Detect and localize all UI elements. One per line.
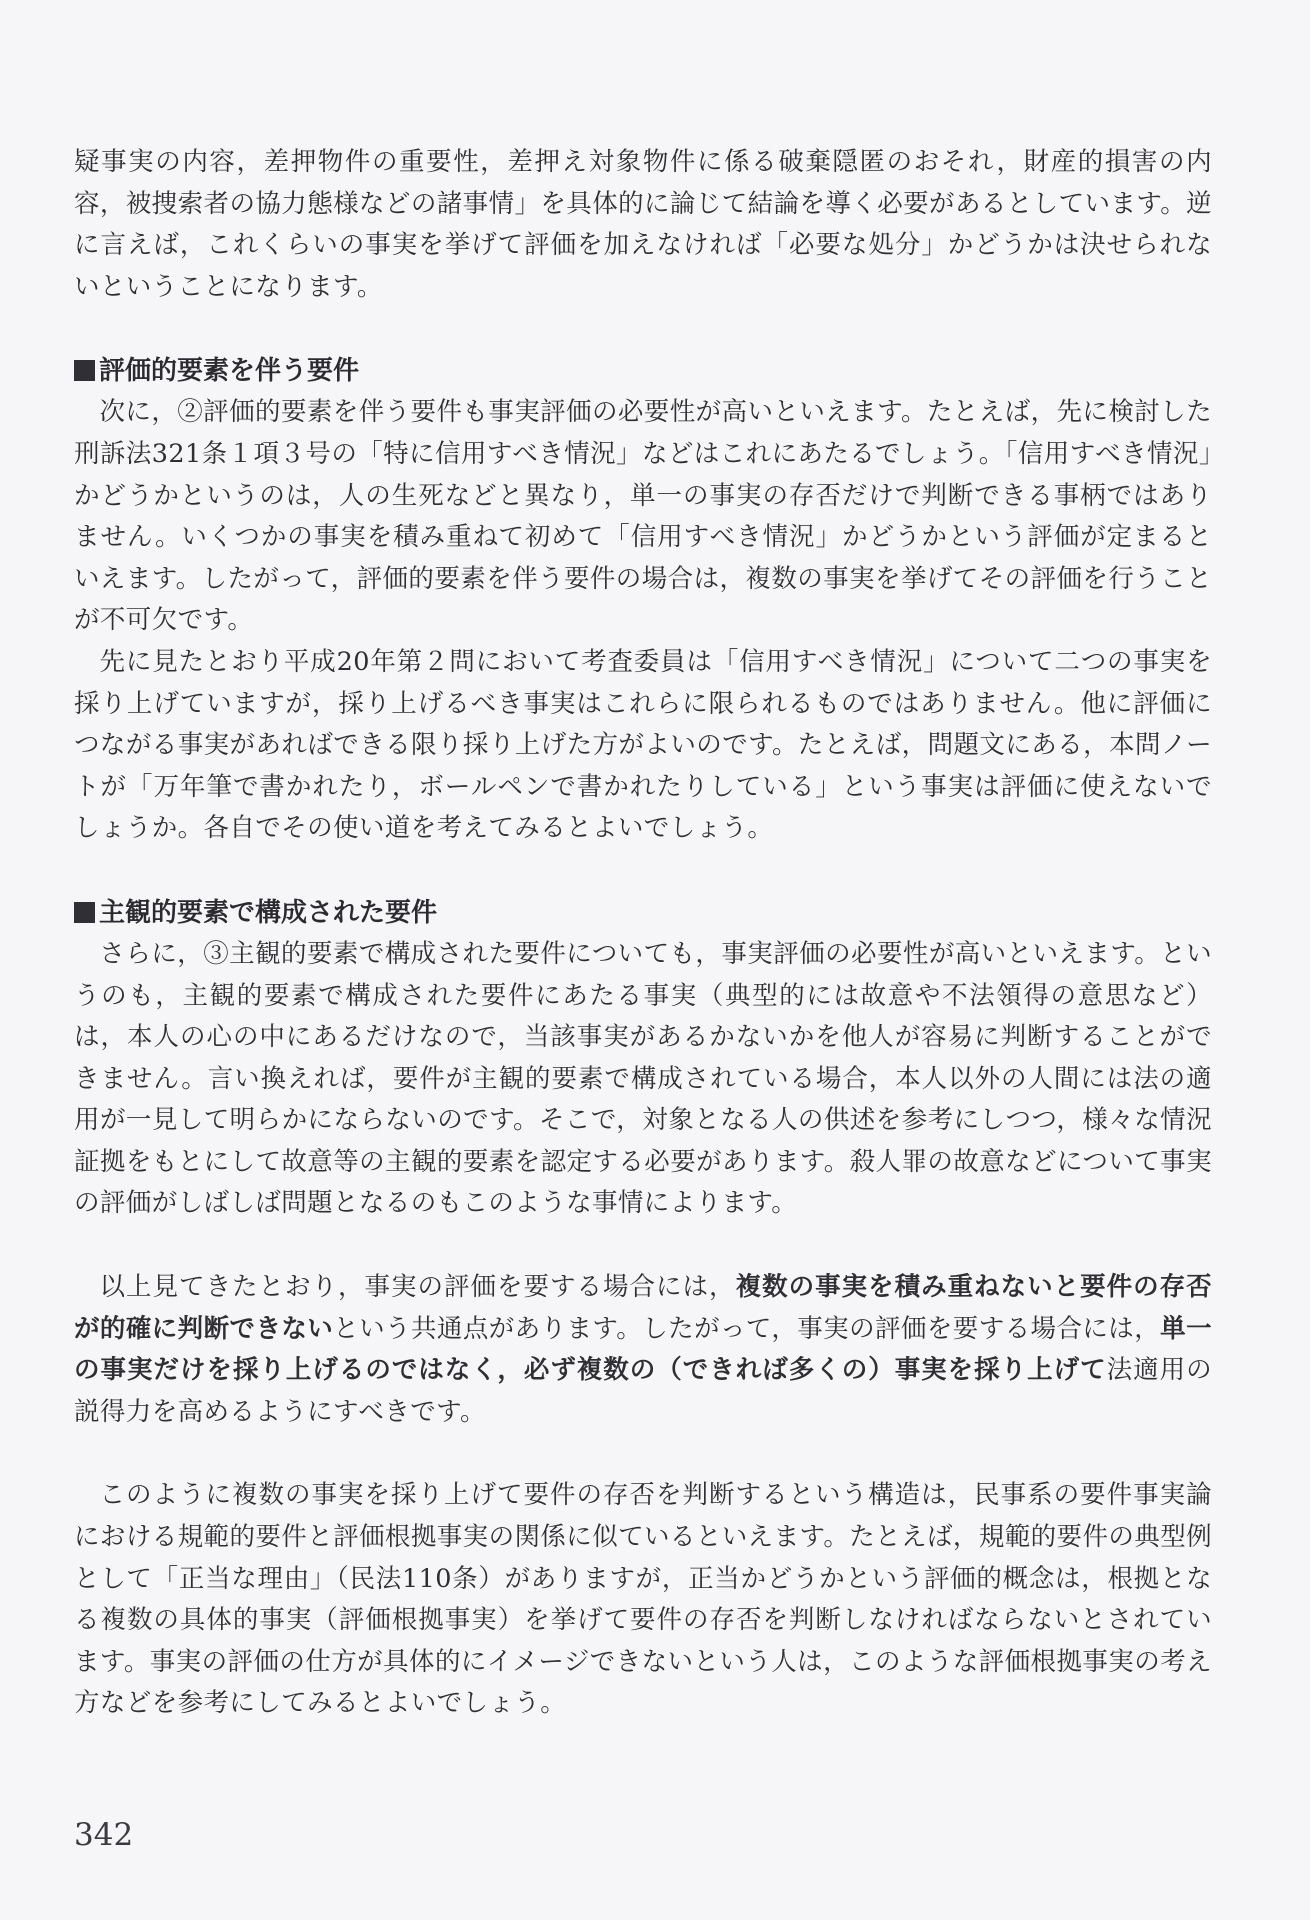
square-bullet-icon [74, 360, 95, 381]
summary-text-3: 法適用の説得力を高めるようにすべきです。 [74, 1355, 1212, 1427]
section-heading-subjective-text: 主観的要素で構成された要件 [99, 897, 438, 928]
summary-emphasis-2: 単一の事実だけを採り上げるのではなく，必ず複数の（できれば多くの）事実を採り上げて [74, 1313, 1212, 1386]
final-paragraph: このように複数の事実を採り上げて要件の存否を判断するという構造は，民事系の要件事実論における規範的要件と評価根拠事実の関係に似ているといえます。たとえば，規範的要件の典型例として「正当な理由」（民法110条）がありますが，正当かどうかという評価的概念は，根拠となる複数の具体的事実（評価根拠事実）を挙げて要件の存否を判断しなければならないとされています。事実の評価の仕方が具体的にイメージできないという人は，このような評価根拠事実の考え方などを参考にしてみるとよいでしょう。 [74, 1480, 1212, 1719]
page-number: 342 [74, 1817, 134, 1853]
evaluative-paragraph-1: 次に，②評価的要素を伴う要件も事実評価の必要性が高いといえます。たとえば，先に検討した刑訴法321条１項３号の「特に信用すべき情況」などはこれにあたるでしょう。「信用すべき情況」かどうかというのは，人の生死などと異なり，単一の事実の存否だけで判断できる事柄ではありません。いくつかの事実を積み重ねて初めて「信用すべき情況」かどうかという評価が定まるといえます。したがって，評価的要素を伴う要件の場合は，複数の事実を挙げてその評価を行うことが不可欠です。 [74, 397, 1212, 636]
summary-paragraph [74, 1267, 1212, 1433]
section-heading-subjective [74, 892, 1212, 934]
intro-paragraph: 疑事実の内容，差押物件の重要性，差押え対象物件に係る破棄隠匿のおそれ，財産的損害の内容，被捜索者の協力態様などの諸事情」を具体的に論じて結論を導く必要があるとしています。逆に言えば，これくらいの事実を挙げて評価を加えなければ「必要な処分」かどうかは決せられないということになります。 [74, 147, 1212, 302]
section-heading-evaluative [74, 350, 1212, 392]
square-bullet-icon [74, 902, 95, 923]
subjective-paragraph: さらに，③主観的要素で構成された要件についても，事実評価の必要性が高いといえます。というのも，主観的要素で構成された要件にあたる事実（典型的には故意や不法領得の意思など）は，本人の心の中にあるだけなので，当該事実があるかないかを他人が容易に判断することができません。言い換えれば，要件が主観的要素で構成されている場合，本人以外の人間には法の適用が一見して明らかにならないのです。そこで，対象となる人の供述を参考にしつつ，様々な情況証拠をもとにして故意等の主観的要素を認定する必要があります。殺人罪の故意などについて事実の評価がしばしば問題となるのもこのような事情によります。 [74, 938, 1212, 1219]
summary-text-2: という共通点があります。したがって，事実の評価を要する場合には， [333, 1313, 1161, 1344]
evaluative-paragraph-2: 先に見たとおり平成20年第２問において考査委員は「信用すべき情況」について二つの事実を採り上げていますが，採り上げるべき事実はこれらに限られるものではありません。他に評価につながる事実があればできる限り採り上げた方がよいのです。たとえば，問題文にある，本問ノートが「万年筆で書かれたり，ボールペンで書かれたりしている」という事実は評価に使えないでしょうか。各自でその使い道を考えてみるとよいでしょう。 [74, 646, 1212, 844]
summary-emphasis-1: 複数の事実を積み重ねないと要件の存否が的確に判断できない [74, 1272, 1212, 1344]
summary-text-1: 以上見てきたとおり，事実の評価を要する場合には， [99, 1272, 736, 1303]
section-heading-evaluative-text: 評価的要素を伴う要件 [99, 356, 360, 387]
page-body [74, 142, 1212, 1725]
